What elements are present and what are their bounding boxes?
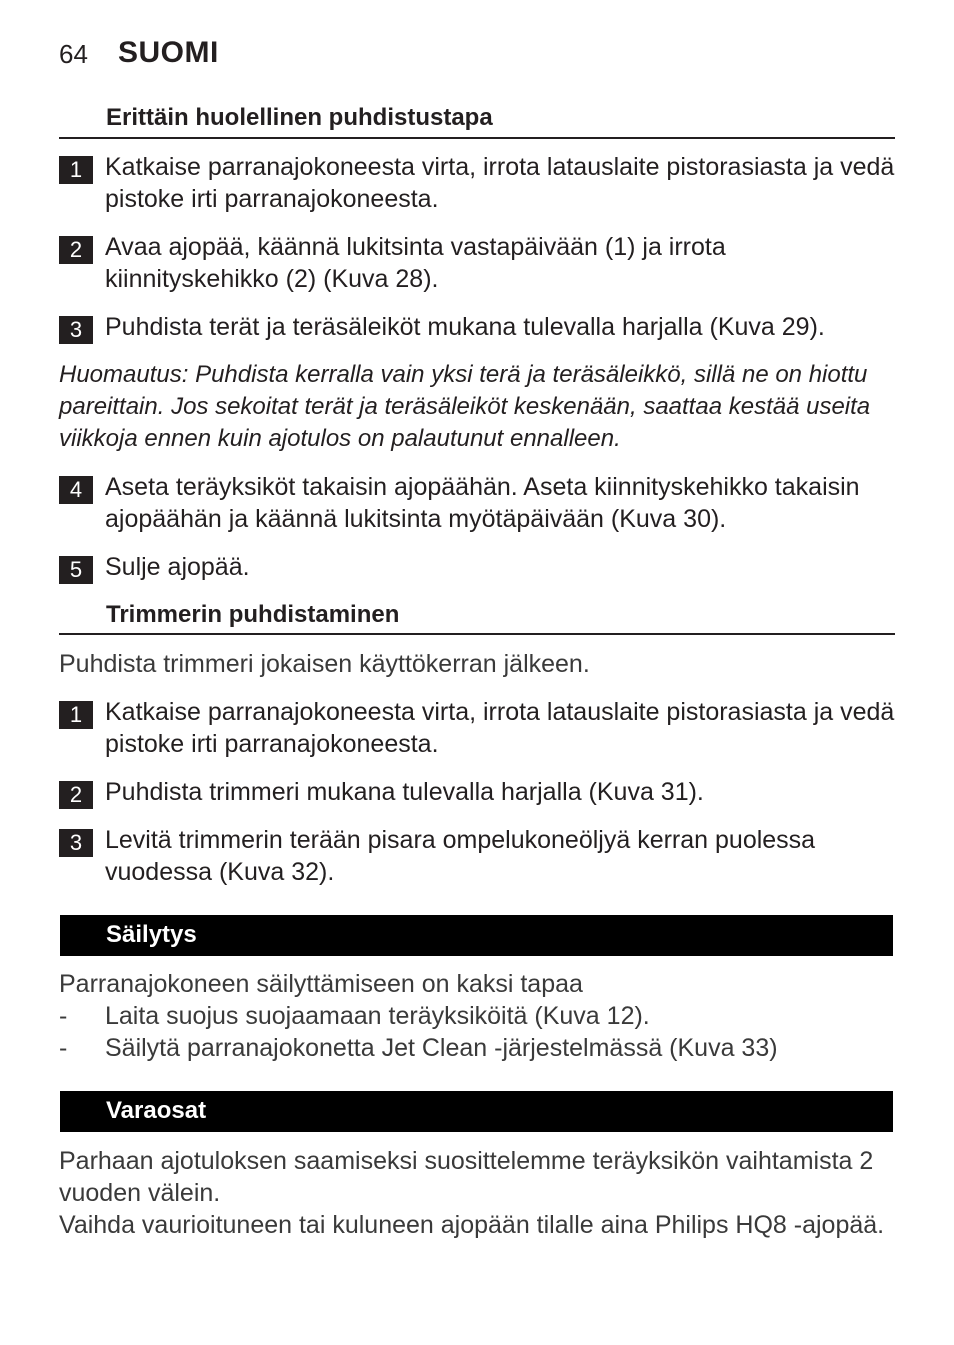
list-item xyxy=(59,1000,895,1032)
step-text: Puhdista trimmeri mukana tulevalla harjalla (Kuva 31). xyxy=(105,778,704,806)
step-text: Avaa ajopää, käännä lukitsinta vastapäivään (1) ja irrota kiinnityskehikko (2) (Kuva 28). xyxy=(105,233,726,293)
list-item-text: Laita suojus suojaamaan teräyksiköitä (Kuva 12). xyxy=(105,1002,650,1030)
step-text: Katkaise parranajokoneesta virta, irrota latauslaite pistorasiasta ja vedä pistoke irti parranajokoneesta. xyxy=(105,698,895,758)
step-number: 3 xyxy=(59,829,93,857)
section-rule xyxy=(59,633,895,635)
step-item xyxy=(59,776,895,808)
dash-marker: - xyxy=(59,1002,68,1030)
step-item xyxy=(59,471,895,535)
section-rule xyxy=(59,137,895,139)
step-text: Levitä trimmerin terään pisara ompelukoneöljyä kerran puolessa vuodessa (Kuva 32). xyxy=(105,826,816,886)
language-heading: SUOMI xyxy=(118,36,219,69)
paragraph: Vaihda vaurioituneen tai kuluneen ajopään tilalle aina Philips HQ8 -ajopää. xyxy=(59,1211,885,1239)
step-number: 2 xyxy=(59,236,93,264)
section-title-spare-parts: Varaosat xyxy=(106,1097,207,1124)
step-item xyxy=(59,696,895,760)
step-text: Sulje ajopää. xyxy=(105,553,250,581)
step-text: Aseta teräyksiköt takaisin ajopäähän. Aseta kiinnityskehikko takaisin ajopäähän ja käännä lukitsinta myötäpäivään (Kuva 30). xyxy=(105,473,860,533)
section-title-thorough-cleaning: Erittäin huolellinen puhdistustapa xyxy=(106,104,493,131)
list-item-text: Säilytä parranajokonetta Jet Clean -järjestelmässä (Kuva 33) xyxy=(105,1034,778,1062)
intro-text: Parranajokoneen säilyttämiseen on kaksi tapaa xyxy=(59,970,583,998)
step-item xyxy=(59,311,895,343)
section-title-trimmer-cleaning: Trimmerin puhdistaminen xyxy=(106,601,400,628)
step-number: 5 xyxy=(59,556,93,584)
dash-marker: - xyxy=(59,1034,68,1062)
step-text: Katkaise parranajokoneesta virta, irrota latauslaite pistorasiasta ja vedä pistoke irti parranajokoneesta. xyxy=(105,153,895,213)
step-number: 2 xyxy=(59,781,93,809)
step-item xyxy=(59,551,895,583)
step-item xyxy=(59,151,895,215)
step-number: 1 xyxy=(59,156,93,184)
intro-text: Puhdista trimmeri jokaisen käyttökerran jälkeen. xyxy=(59,650,590,678)
step-number: 1 xyxy=(59,701,93,729)
step-item xyxy=(59,824,895,888)
paragraph: Parhaan ajotuloksen saamiseksi suosittelemme teräyksikön vaihtamista 2 vuoden välein. xyxy=(59,1147,874,1207)
section-bar-storage xyxy=(60,915,893,956)
step-number: 4 xyxy=(59,476,93,504)
step-number: 3 xyxy=(59,316,93,344)
step-item xyxy=(59,231,895,295)
step-text: Puhdista terät ja teräsäleiköt mukana tulevalla harjalla (Kuva 29). xyxy=(105,313,825,341)
note-text: Huomautus: Puhdista kerralla vain yksi terä ja teräsäleikkö, sillä ne on hiottu pareittain. Jos sekoitat terät ja teräsäleiköt keskenään, saattaa kestää useita viikkoja ennen kuin ajotulos on palautunut ennalleen. xyxy=(59,361,871,452)
section-bar-spare-parts xyxy=(60,1091,893,1132)
page-number: 64 xyxy=(59,39,88,69)
list-item xyxy=(59,1032,895,1064)
section-title-storage: Säilytys xyxy=(106,921,197,948)
